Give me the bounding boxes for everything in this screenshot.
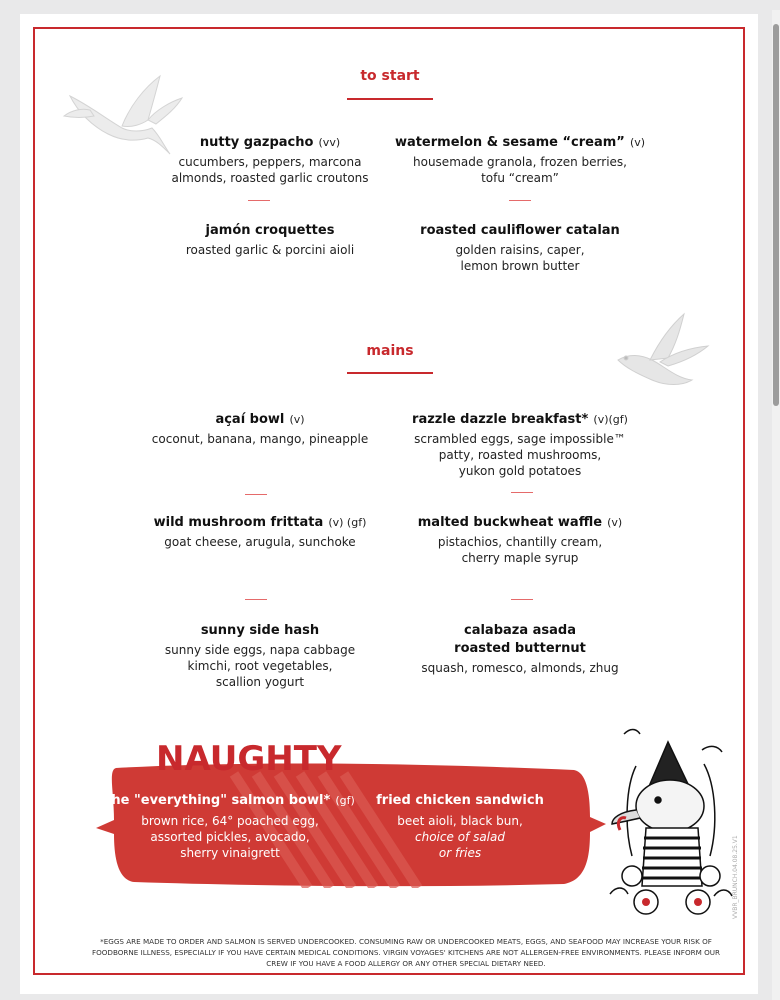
section-title-mains: mains xyxy=(366,343,414,359)
item-name: calabaza asada xyxy=(463,623,576,638)
item-tag: (v) xyxy=(607,516,623,529)
item-name-line2: roasted butternut xyxy=(454,641,586,656)
item-desc: sunny side eggs, napa cabbage xyxy=(164,643,356,657)
item-name: jamón croquettes xyxy=(205,223,335,238)
item-separator xyxy=(245,494,267,495)
menu-item xyxy=(140,621,380,690)
menu-item xyxy=(160,221,380,258)
item-desc: tofu “cream” xyxy=(481,171,559,185)
item-name: the "everything" salmon bowl* xyxy=(105,793,331,808)
item-tag: (v)(gf) xyxy=(593,413,628,426)
item-desc: pistachios, chantilly cream, xyxy=(437,535,603,549)
item-desc: cherry maple syrup xyxy=(461,551,579,565)
menu-item xyxy=(400,621,640,676)
item-separator xyxy=(511,599,533,600)
sailor-fish-illustration xyxy=(606,726,736,918)
menu-item xyxy=(160,133,380,186)
menu-item xyxy=(104,791,356,861)
item-desc: lemon brown butter xyxy=(460,259,580,273)
item-tag: (v) (gf) xyxy=(328,516,367,529)
menu-item xyxy=(140,410,380,447)
swallow-bird-icon xyxy=(612,304,712,394)
item-desc: coconut, banana, mango, pineapple xyxy=(151,432,369,446)
naughty-title: NAUGHTY xyxy=(156,739,342,779)
item-desc: sherry vinaigrett xyxy=(180,846,280,860)
menu-item xyxy=(390,133,650,186)
item-name: razzle dazzle breakfast* xyxy=(412,412,589,427)
section-title-to-start: to start xyxy=(360,68,420,84)
item-tag: (gf) xyxy=(335,794,355,807)
item-desc: almonds, roasted garlic croutons xyxy=(171,171,369,185)
scrollbar[interactable] xyxy=(772,10,780,1000)
item-desc: cucumbers, peppers, marcona xyxy=(178,155,362,169)
section-title-rule xyxy=(347,98,433,100)
item-desc-italic: or fries xyxy=(438,846,482,860)
item-name: fried chicken sandwich xyxy=(376,793,544,808)
item-separator xyxy=(248,200,270,201)
item-name: nutty gazpacho xyxy=(199,135,314,150)
section-title-rule xyxy=(347,372,433,374)
menu-item xyxy=(390,221,650,274)
menu-item xyxy=(370,791,550,861)
menu-page xyxy=(20,14,758,994)
item-desc: patty, roasted mushrooms, xyxy=(438,448,602,462)
item-name: malted buckwheat waffle xyxy=(417,515,603,530)
item-desc: scrambled eggs, sage impossible™ xyxy=(414,432,626,446)
item-separator xyxy=(511,492,533,493)
item-tag: (v) xyxy=(629,136,646,149)
item-desc: yukon gold potatoes xyxy=(458,464,582,478)
item-desc: golden raisins, caper, xyxy=(455,243,585,257)
menu-item xyxy=(130,513,390,550)
item-desc: scallion yogurt xyxy=(215,675,305,689)
item-desc: housemade granola, frozen berries, xyxy=(413,155,627,169)
item-tag: (v) xyxy=(289,413,305,426)
item-desc: roasted garlic & porcini aioli xyxy=(185,243,355,257)
item-desc-italic: choice of salad xyxy=(415,830,505,844)
menu-item xyxy=(400,410,640,479)
item-name: sunny side hash xyxy=(200,623,320,638)
item-desc: squash, romesco, almonds, zhug xyxy=(421,661,619,675)
item-name: roasted cauliflower catalan xyxy=(420,223,620,238)
item-desc: beet aioli, black bun, xyxy=(397,814,523,828)
item-separator xyxy=(245,599,267,600)
item-tag: (vv) xyxy=(318,136,341,149)
item-separator xyxy=(509,200,531,201)
item-desc: kimchi, root vegetables, xyxy=(187,659,333,673)
item-name: açaí bowl xyxy=(215,412,285,427)
item-desc: goat cheese, arugula, sunchoke xyxy=(164,535,356,549)
item-desc: brown rice, 64° poached egg, xyxy=(141,814,319,828)
scrollbar-thumb[interactable] xyxy=(773,24,779,406)
item-desc: assorted pickles, avocado, xyxy=(150,830,310,844)
allergen-disclaimer: *EGGS ARE MADE TO ORDER AND SALMON IS SERVED UNDERCOOKED. CONSUMING RAW OR UNDERCOOKED MEATS, EGGS, AND SEAFOOD MAY INCREASE YOUR RISK OF FOODBORNE ILLNESS, ESPECIALLY IF YOU HAVE CERTAIN MEDICAL CONDITIONS. VIRGIN VOYAGES' KITCHENS ARE NOT ALLERGEN-FREE ENVIRONMENTS. PLEASE INFORM OUR CREW IF YOU HAVE A FOOD ALLERGY OR ANY OTHER SPECIAL DIETARY NEED. xyxy=(91,937,720,968)
menu-item xyxy=(400,513,640,566)
menu-code: VVBR_BRUNCH.04.08.25.V1 xyxy=(732,835,739,919)
item-name: watermelon & sesame “cream” xyxy=(394,135,625,150)
item-name: wild mushroom frittata xyxy=(153,515,324,530)
